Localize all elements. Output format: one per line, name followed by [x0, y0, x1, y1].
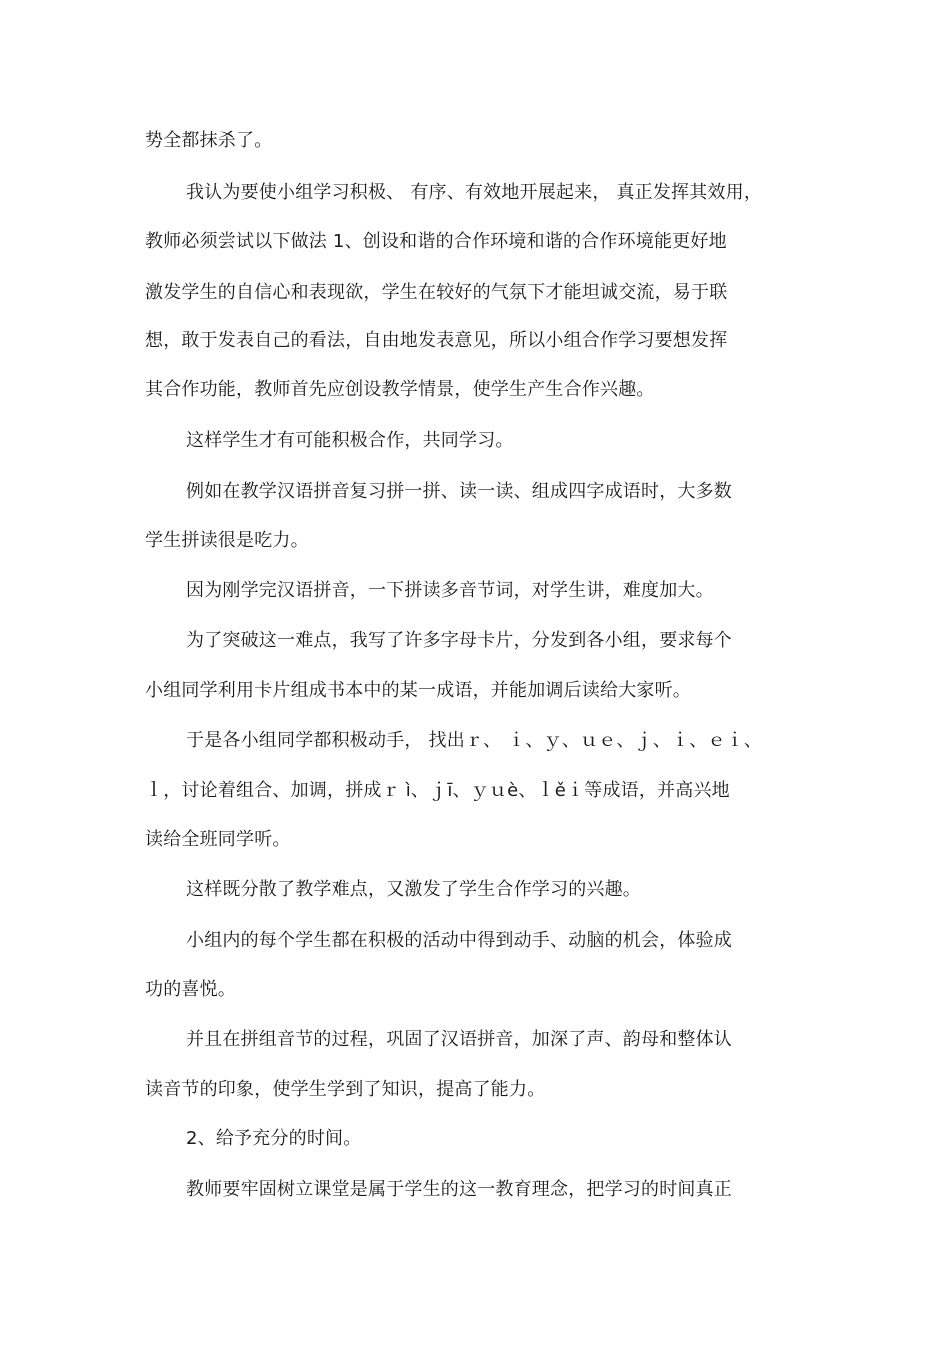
text-line: 这样既分散了教学难点，又激发了学生合作学习的兴趣。 [186, 879, 641, 900]
text-line: 于是各小组同学都积极动手， 找出ｒ、 ｉ、ｙ、ｕｅ、ｊ、ｉ、ｅｉ、 [186, 730, 763, 751]
text-line: ｌ，讨论着组合、加调，拼成ｒ ì、ｊī、ｙｕè、ｌěｉ等成语，并高兴地 [145, 780, 730, 801]
text-line: 2、给予充分的时间。 [186, 1128, 362, 1149]
text-line: 并且在拼组音节的过程，巩固了汉语拼音，加深了声、韵母和整体认 [186, 1029, 732, 1050]
text-line: 我认为要使小组学习积极、 有序、有效地开展起来， 真正发挥其效用， [186, 182, 763, 203]
text-line: 因为刚学完汉语拼音，一下拼读多音节词，对学生讲，难度加大。 [186, 580, 714, 601]
text-line: 教师要牢固树立课堂是属于学生的这一教育理念，把学习的时间真正 [186, 1179, 732, 1200]
text-line: 这样学生才有可能积极合作，共同学习。 [186, 430, 514, 451]
text-line: 其合作功能，教师首先应创设教学情景，使学生产生合作兴趣。 [145, 379, 655, 400]
text-line: 学生拼读很是吃力。 [145, 530, 309, 551]
text-line: 势全都抹杀了。 [145, 130, 273, 151]
text-line: 读给全班同学听。 [145, 829, 291, 850]
text-line: 想，敢于发表自己的看法，自由地发表意见，所以小组合作学习要想发挥 [145, 330, 728, 351]
text-line: 功的喜悦。 [145, 979, 236, 1000]
text-line: 激发学生的自信心和表现欲，学生在较好的气氛下才能坦诚交流，易于联 [145, 282, 728, 303]
text-line: 例如在教学汉语拼音复习拼一拼、读一读、组成四字成语时，大多数 [186, 481, 732, 502]
text-line: 小组内的每个学生都在积极的活动中得到动手、动脑的机会，体验成 [186, 930, 732, 951]
text-line: 小组同学利用卡片组成书本中的某一成语，并能加调后读给大家听。 [145, 680, 691, 701]
text-line: 教师必须尝试以下做法 1、创设和谐的合作环境和谐的合作环境能更好地 [145, 231, 727, 252]
text-line: 为了突破这一难点，我写了许多字母卡片，分发到各小组，要求每个 [186, 630, 732, 651]
text-line: 读音节的印象，使学生学到了知识，提高了能力。 [145, 1079, 546, 1100]
